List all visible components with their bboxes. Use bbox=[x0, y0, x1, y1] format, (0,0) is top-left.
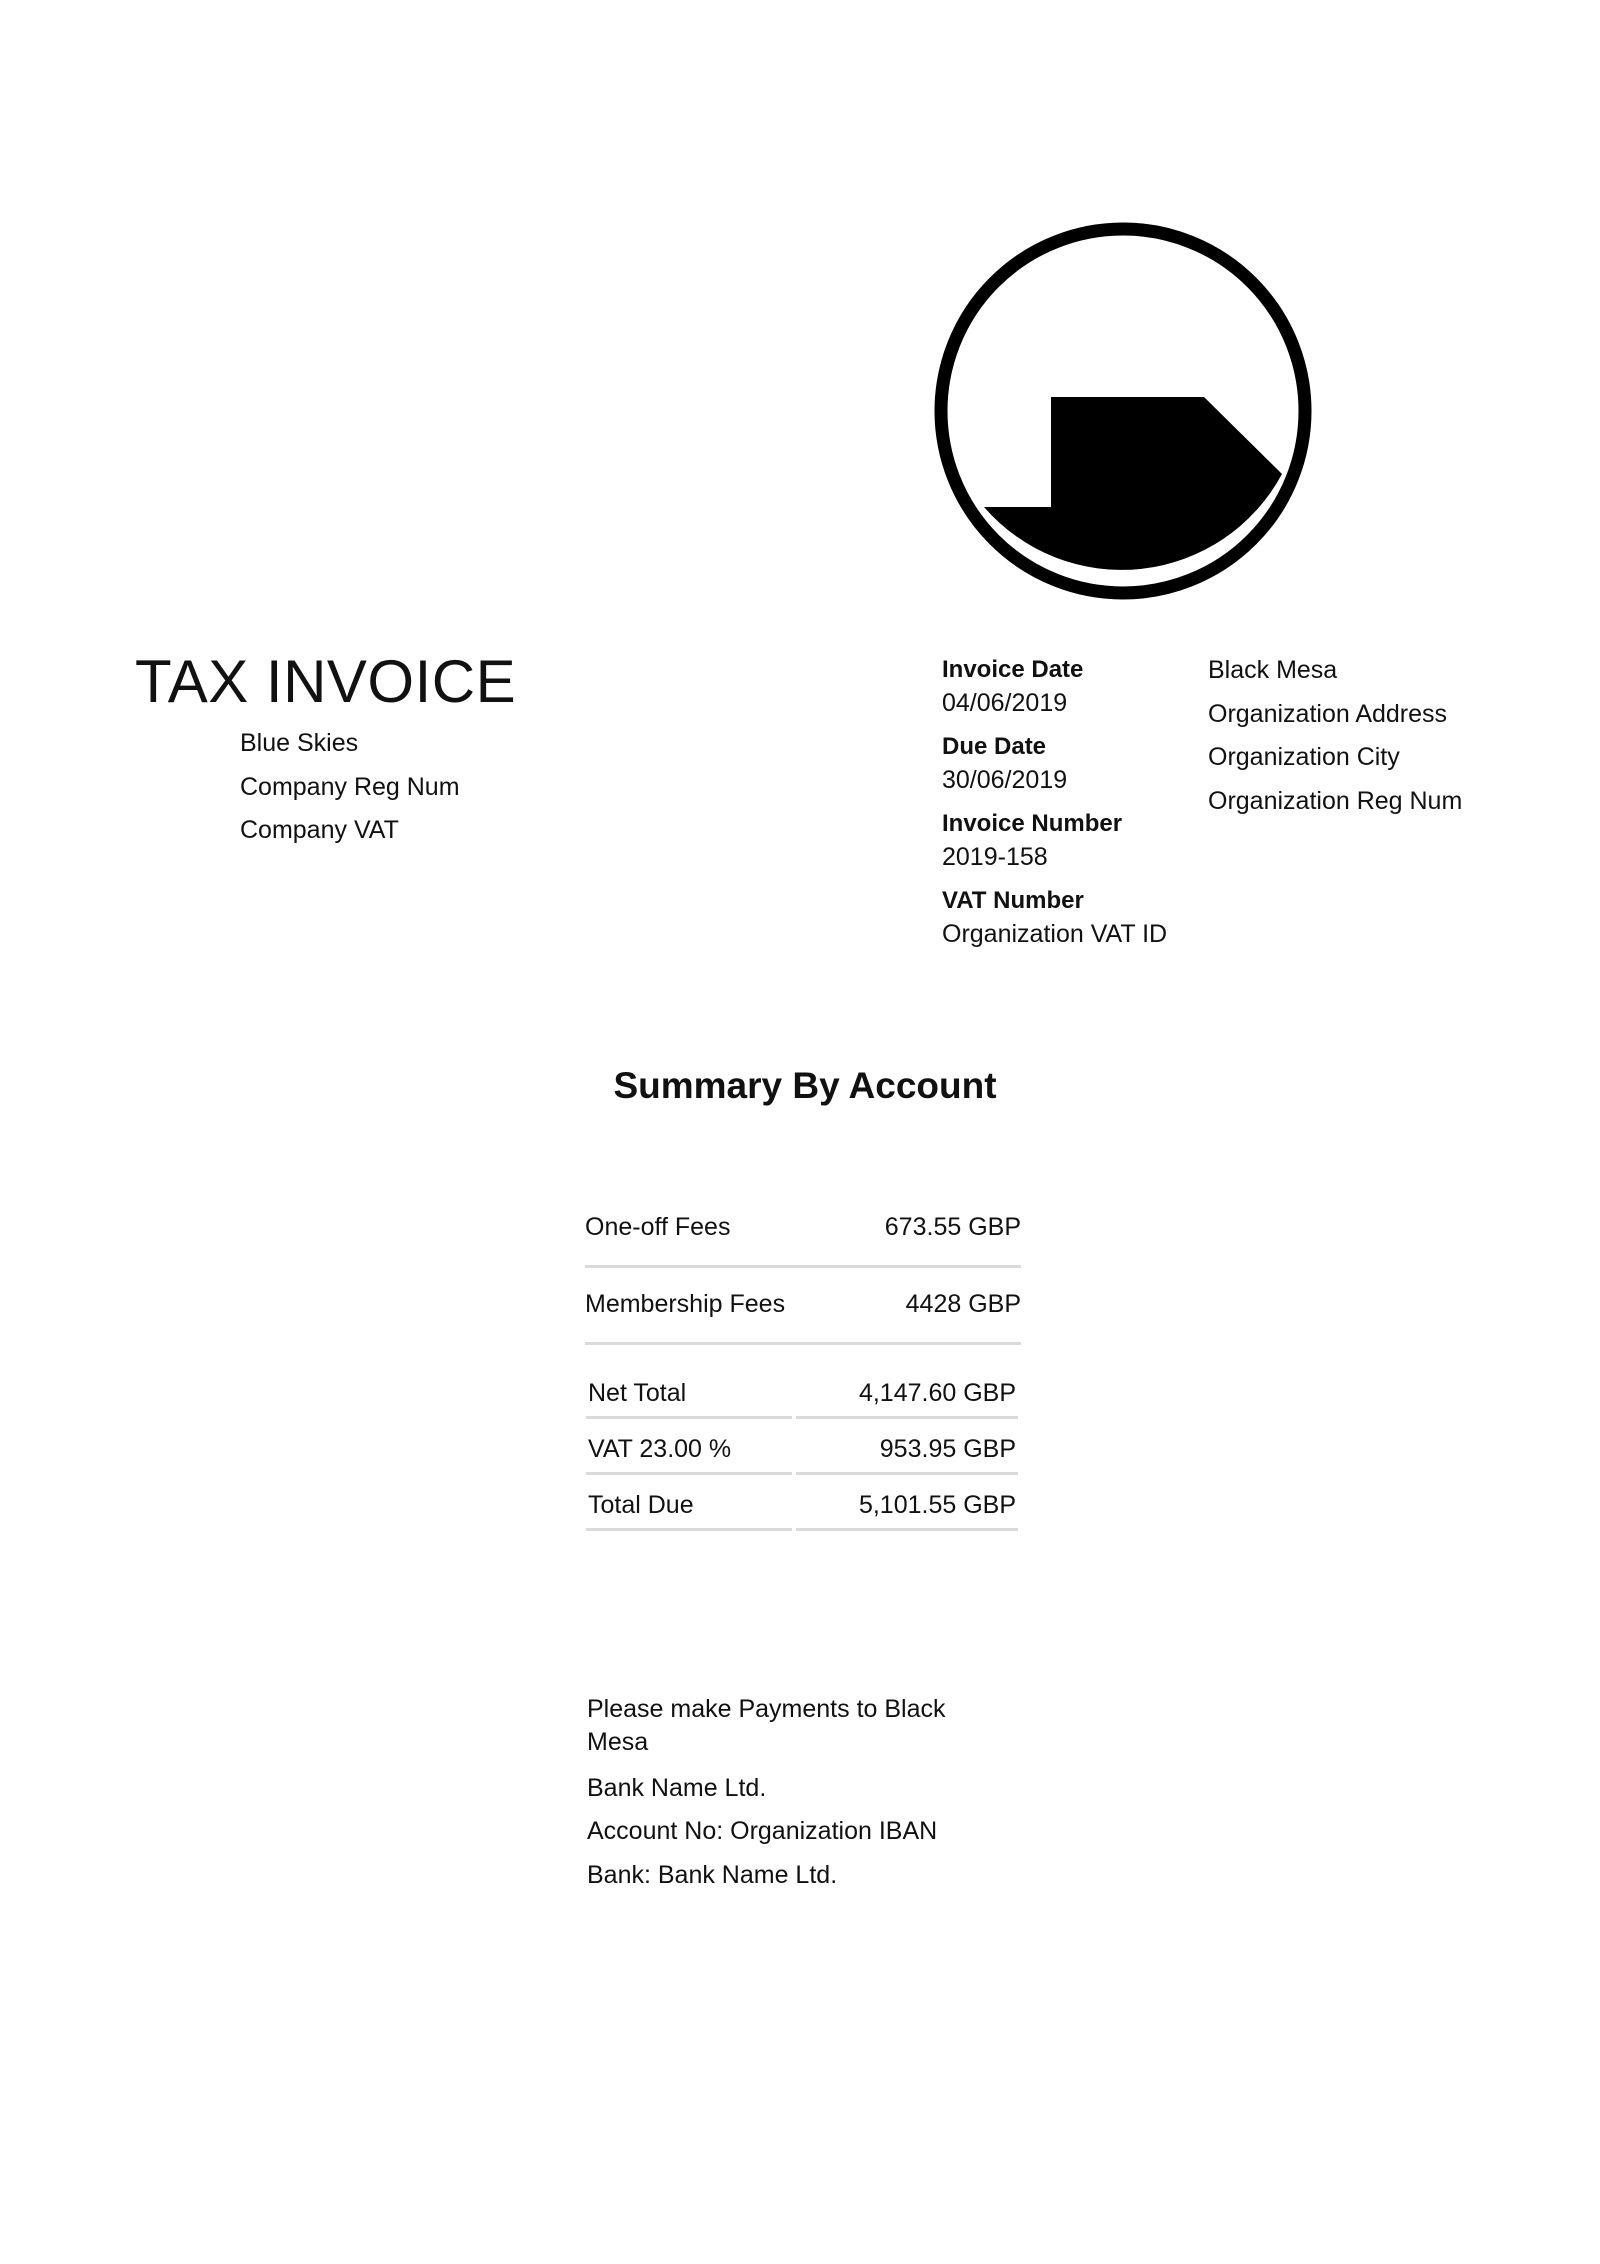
vat-value-cell bbox=[796, 1419, 1018, 1475]
account-name: Membership Fees bbox=[585, 1290, 786, 1318]
total-due-label-cell bbox=[586, 1475, 792, 1531]
account-row bbox=[585, 1192, 1021, 1268]
vat-number-value: Organization VAT ID bbox=[942, 920, 1168, 948]
organization-city: Organization City bbox=[1208, 743, 1400, 771]
company-vat: Company VAT bbox=[240, 816, 399, 844]
account-row bbox=[585, 1269, 1021, 1345]
organization-name: Black Mesa bbox=[1208, 656, 1338, 684]
company-name: Blue Skies bbox=[240, 729, 359, 757]
organization-reg-num: Organization Reg Num bbox=[1208, 787, 1463, 815]
payment-bank: Bank: Bank Name Ltd. bbox=[587, 1861, 838, 1889]
vat-label: VAT 23.00 % bbox=[588, 1435, 732, 1463]
net-total-value: 4,147.60 GBP bbox=[858, 1379, 1016, 1407]
net-total-value-cell bbox=[796, 1363, 1018, 1419]
account-name: One-off Fees bbox=[585, 1213, 731, 1241]
invoice-number-label: Invoice Number bbox=[942, 810, 1123, 837]
payment-account-no: Account No: Organization IBAN bbox=[587, 1817, 938, 1845]
document-title: TAX INVOICE bbox=[135, 648, 517, 715]
payment-intro: Please make Payments to Black Mesa bbox=[587, 1695, 946, 1756]
invoice-date-label: Invoice Date bbox=[942, 656, 1084, 683]
total-due-value-cell bbox=[796, 1475, 1018, 1531]
total-due-value: 5,101.55 GBP bbox=[858, 1491, 1016, 1519]
total-due-label: Total Due bbox=[588, 1491, 694, 1519]
payment-bank-name: Bank Name Ltd. bbox=[587, 1774, 767, 1802]
net-total-label: Net Total bbox=[588, 1379, 687, 1407]
account-amount: 673.55 GBP bbox=[884, 1213, 1021, 1241]
organization-address: Organization Address bbox=[1208, 700, 1448, 728]
due-date-value: 30/06/2019 bbox=[942, 766, 1068, 794]
invoice-number-value: 2019-158 bbox=[942, 843, 1048, 871]
due-date-label: Due Date bbox=[942, 733, 1047, 760]
net-total-label-cell bbox=[586, 1363, 792, 1419]
black-mesa-logo bbox=[934, 222, 1312, 600]
summary-heading: Summary By Account bbox=[613, 1065, 997, 1106]
vat-value: 953.95 GBP bbox=[879, 1435, 1016, 1463]
account-amount: 4428 GBP bbox=[905, 1290, 1021, 1318]
vat-number-label: VAT Number bbox=[942, 887, 1084, 914]
vat-label-cell bbox=[586, 1419, 792, 1475]
company-reg-num: Company Reg Num bbox=[240, 773, 460, 801]
invoice-date-value: 04/06/2019 bbox=[942, 689, 1068, 717]
